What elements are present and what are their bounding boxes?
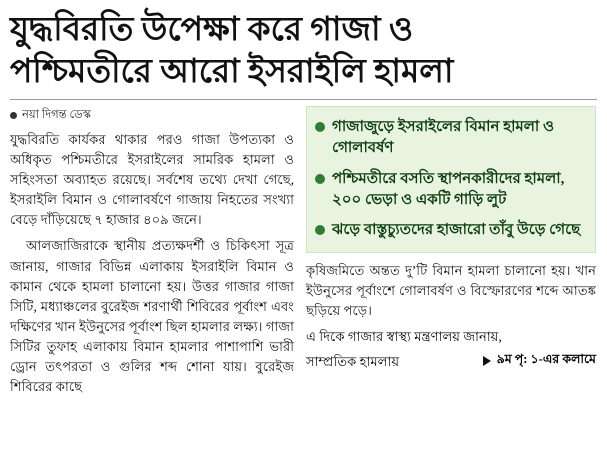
paragraph: আলজাজিরাকে স্থানীয় প্রত্যক্ষদর্শী ও চিকিৎসা সূত্র জানায়, গাজার বিভিন্ন এলাকায় ইসরাইলি বিমান ও কামান থেকে হামলা চালানো হয়। উত্তর গাজার গাজা সিটি, মধ্যাঞ্চলের বুরেইজ শরণার্থী শিবিরের পূর্বাংশ এবং দক্ষিণের খান ইউনুসের পূর্বাংশ ছিল হামলার লক্ষ্য। গাজা সিটির তুফাহ এলাকায় বিমান হামলার পাশাপাশি ভারী ড্রোন তৎপরতা ও গুলির শব্দ শোনা যায়। বুরেইজ শিবিরের কাছে [10, 238, 294, 394]
jumpline[interactable] [483, 351, 596, 371]
bullet-icon [315, 225, 325, 235]
paragraph: কৃষিজমিতে অন্তত দু’টি বিমান হামলা চালানো হয়। খান ইউনুসের পূর্বাংশে গোলাবর্ষণ ও বিস্ফোরণের শব্দে আতঙ্ক ছড়িয়ে পড়ে। [306, 262, 596, 318]
list-item [315, 220, 585, 241]
highlight-text: পশ্চিমতীরে বসতি স্থাপনকারীদের হামলা, ২০০ ভেড়া ও একটি গাড়ি লুট [332, 170, 565, 209]
bullet-icon [10, 112, 17, 119]
article-body [10, 106, 597, 403]
byline [10, 106, 294, 125]
jumpline-row [306, 349, 596, 374]
headline-line-1: যুদ্ধবিরতি উপেক্ষা করে গাজা ও [10, 12, 414, 48]
jumpline-text: ৯ম পৃ: ১-এর কলামে [496, 351, 596, 366]
highlight-text: গাজাজুড়ে ইসরাইলের বিমান হামলা ও গোলাবর্ষণ [332, 119, 555, 157]
highlight-box [306, 106, 596, 252]
left-column [10, 106, 294, 403]
right-column [306, 106, 596, 374]
list-item [315, 117, 585, 160]
paragraph: যুদ্ধবিরতি কার্যকর থাকার পরও গাজা উপত্যকা ও অধিকৃত পশ্চিমতীরে ইসরাইলের সামরিক হামলা ও সহিংসতা অব্যাহত রয়েছে। সর্বশেষ তথ্যে দেখা গেছে, ইসরাইলি বিমান ও গোলাবর্ষণে গাজায় নিহতের সংখ্যা বেড়ে দাঁড়িয়েছে ৭ হাজার ৪০৯ জনে। [10, 132, 294, 228]
page-title [10, 10, 597, 93]
headline-line-2: পশ্চিমতীরে আরো ইসরাইলি হামলা [10, 53, 454, 90]
bullet-icon [315, 122, 325, 132]
paragraph: এ দিকে গাজার স্বাস্থ্য মন্ত্রণালয় জানায়, [306, 328, 502, 344]
byline-text: নয়া দিগন্ত ডেস্ক [22, 109, 91, 122]
bullet-icon [315, 174, 325, 184]
headline-divider [10, 99, 597, 100]
list-item [315, 169, 585, 212]
highlight-text: ঝড়ে বাস্তুচ্যুতদের হাজারো তাঁবু উড়ে গেছে [332, 222, 581, 239]
trailing-fragment: সাম্প্রতিক হামলায় [306, 353, 400, 369]
play-arrow-icon [483, 356, 491, 366]
continuation-row [306, 327, 596, 349]
